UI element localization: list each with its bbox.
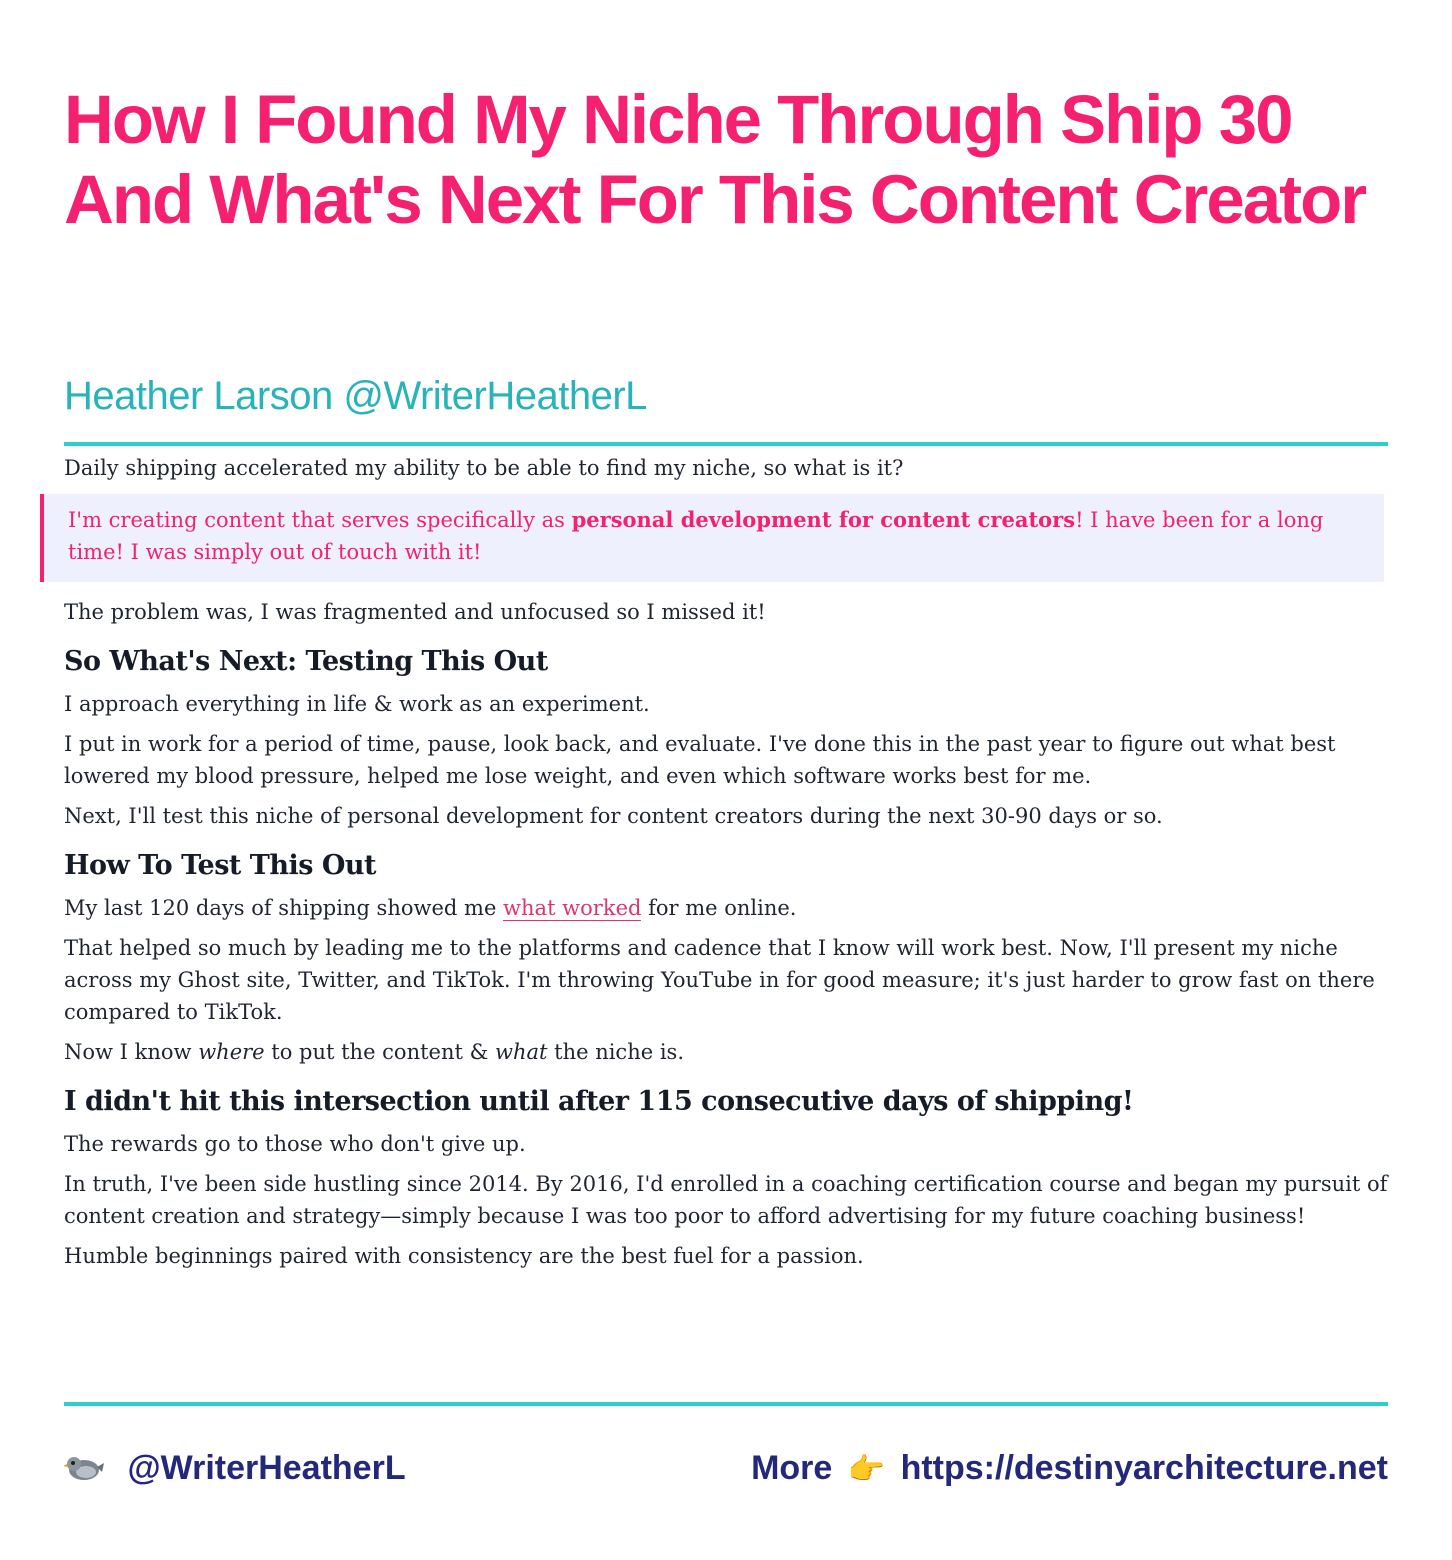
paragraph: I approach everything in life & work as an experiment.	[64, 692, 650, 716]
what-worked-link[interactable]: what worked	[503, 896, 642, 920]
emphasis-what: what	[494, 1040, 548, 1064]
pointing-hand-icon: 👉	[847, 1453, 886, 1486]
callout-bold-text: personal development for content creators	[571, 507, 1076, 532]
paragraph: In truth, I've been side hustling since 2014. By 2016, I'd enrolled in a coaching certification course and began my pursuit of content creation and strategy—simply because I was too poor to afford advertising for my future coaching business!	[64, 1172, 1388, 1228]
footer-handle-group[interactable]	[64, 1444, 406, 1492]
text-span: the niche is.	[547, 1040, 684, 1064]
intro-paragraph: Daily shipping accelerated my ability to be able to find my niche, so what is it?	[64, 456, 904, 480]
more-label: More	[751, 1449, 833, 1487]
text-span: My last 120 days of shipping showed me	[64, 896, 504, 920]
top-divider	[64, 442, 1388, 446]
section-heading-intersection: I didn't hit this intersection until after 115 consecutive days of shipping!	[64, 1086, 1134, 1117]
callout-text-before: I'm creating content that serves specifically as	[68, 508, 572, 532]
highlight-callout	[40, 494, 1384, 582]
article-title: How I Found My Niche Through Ship 30 And What's Next For This Content Creator	[64, 81, 1366, 238]
text-span: to put the content &	[264, 1040, 495, 1064]
article-body	[64, 452, 1388, 1280]
text-span: for me online.	[641, 896, 797, 920]
emphasis-where: where	[198, 1040, 265, 1064]
footer	[64, 1444, 1388, 1492]
callout-text	[68, 504, 1354, 568]
paragraph: That helped so much by leading me to the platforms and cadence that I know will work best. Now, I'll present my niche across my Ghost site, Twitter, and TikTok. I'm throwing YouTube in for good measure; it's just harder to grow fast on there compared to TikTok.	[64, 936, 1375, 1024]
section-heading-how-to-test: How To Test This Out	[64, 850, 377, 881]
paragraph	[64, 1036, 1388, 1068]
author-byline: Heather Larson @WriterHeatherL	[64, 374, 647, 418]
paragraph: I put in work for a period of time, pause, look back, and evaluate. I've done this in the past year to figure out what best lowered my blood pressure, helped me lose weight, and even which software works best for me.	[64, 732, 1336, 788]
paragraph	[64, 892, 1388, 924]
bird-icon	[64, 1448, 104, 1478]
paragraph: Next, I'll test this niche of personal development for content creators during the next 30-90 days or so.	[64, 804, 1163, 828]
website-url[interactable]: https://destinyarchitecture.net	[900, 1449, 1388, 1487]
text-span: Now I know	[64, 1040, 199, 1064]
callout-text-after: ! I have been for a long time! I was simply out of touch with it!	[68, 508, 1324, 564]
problem-paragraph: The problem was, I was fragmented and unfocused so I missed it!	[64, 600, 766, 624]
paragraph: The rewards go to those who don't give up.	[64, 1132, 526, 1156]
bottom-divider	[64, 1402, 1388, 1406]
footer-more-link[interactable]	[751, 1444, 1388, 1494]
paragraph: Humble beginnings paired with consistency are the best fuel for a passion.	[64, 1244, 864, 1268]
section-heading-whats-next: So What's Next: Testing This Out	[64, 646, 548, 677]
footer-twitter-handle[interactable]: @WriterHeatherL	[127, 1449, 406, 1487]
